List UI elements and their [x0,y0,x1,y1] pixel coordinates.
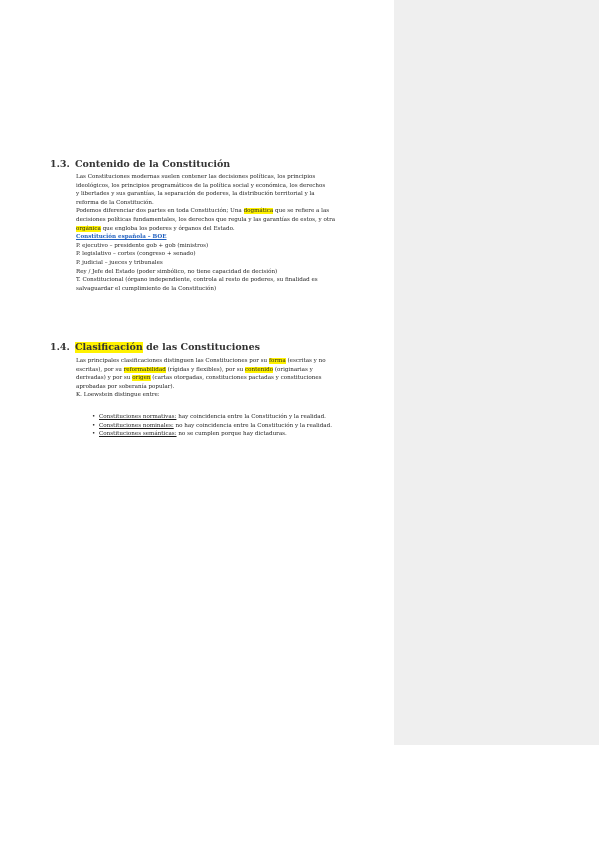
section-heading-1-4 [50,342,260,353]
section-1-3-body [76,173,376,293]
text-line [76,374,376,383]
text-line: y libertades y sus garantías, la separación de poderes, la distribución territorial y la [76,191,315,198]
list-item [92,422,382,431]
boe-link[interactable]: Constitución española – BOE [76,234,167,241]
text-span: (escritas y no [285,358,326,364]
list-text: hay coincidencia entre la Constitución y la realidad. [176,414,326,420]
highlight-origen: origen [132,375,151,382]
section-title: Contenido de la Constitución [75,159,231,170]
text-line: ideológicos, los principios programáticos de la política social y económica, los derechos [76,182,326,189]
bullet-icon: • [92,414,96,420]
list-term: Constituciones nominales: [99,422,174,429]
list-term: Constituciones semánticas: [99,431,177,438]
highlight-reformabilidad: reformabilidad [123,366,166,373]
section-title: de las Constituciones [142,342,260,353]
text-span: (cartas otorgadas, constituciones pactadas y constituciones [150,375,322,382]
text-span: (originarias y [273,366,313,373]
text-line [76,357,376,366]
power-item: P. legislativo – cortes (congreso + senado) [76,251,196,258]
text-span: derivadas) y por su [76,375,133,382]
bullet-icon: • [92,422,96,429]
text-line [76,366,376,375]
link-line [76,233,376,242]
power-item: P. judicial – jueces y tribunales [76,259,163,266]
text-span: que se refiere a las [273,208,330,215]
comments-pane [394,0,599,745]
text-span: escritas), por su [76,366,124,373]
list-item [92,413,382,422]
text-span: (rígidas y flexibles), por su [165,366,246,373]
power-item: P. ejecutivo – presidente gob + gob (ministros) [76,242,209,249]
section-1-4-body [76,357,376,400]
section-number: 1.4. [50,342,70,353]
text-line [76,225,376,234]
list-item [92,430,382,439]
bullet-icon: • [92,431,96,438]
highlight-contenido: contenido [245,366,274,373]
text-line: decisiones políticas fundamentales, los derechos que regula y las garantías de estos, y otra [76,216,336,223]
highlight-clasificacion: Clasificación [75,342,143,353]
text-span: Las principales clasificaciones distinguen las Constituciones por su [76,358,269,364]
text-span: Podemos diferenciar dos partes en toda Constitución; Una [76,208,244,215]
list-term: Constituciones normativas: [99,414,177,420]
highlight-forma: forma [268,358,286,364]
text-line: reforma de la Constitución. [76,199,154,206]
list-text: no se cumplen porque hay dictaduras. [176,431,287,438]
section-number: 1.3. [50,159,70,170]
power-item: T. Constitucional (órgano independiente, controla al resto de poderes, su finalidad es [76,277,318,284]
power-item: salvaguardar el cumplimiento de la Constitución) [76,285,217,292]
power-item: Rey / Jefe del Estado (poder simbólico, no tiene capacidad de decisión) [76,268,278,275]
text-line [76,207,376,216]
loewstein-list [92,413,382,439]
text-line: aprobadas por soberanía popular). [76,383,175,390]
highlight-dogmatica: dogmática [243,208,274,215]
list-text: no hay coincidencia entre la Constitución y la realidad. [173,422,332,429]
text-line: K. Loewstein distingue entre: [76,392,160,399]
text-line: Las Constituciones modernas suelen contener las decisiones políticas, los principios [76,174,316,180]
text-span: que engloba los poderes y órganos del Estado. [100,225,235,232]
highlight-organica: orgánica [76,225,101,232]
section-heading-1-3 [50,159,230,170]
